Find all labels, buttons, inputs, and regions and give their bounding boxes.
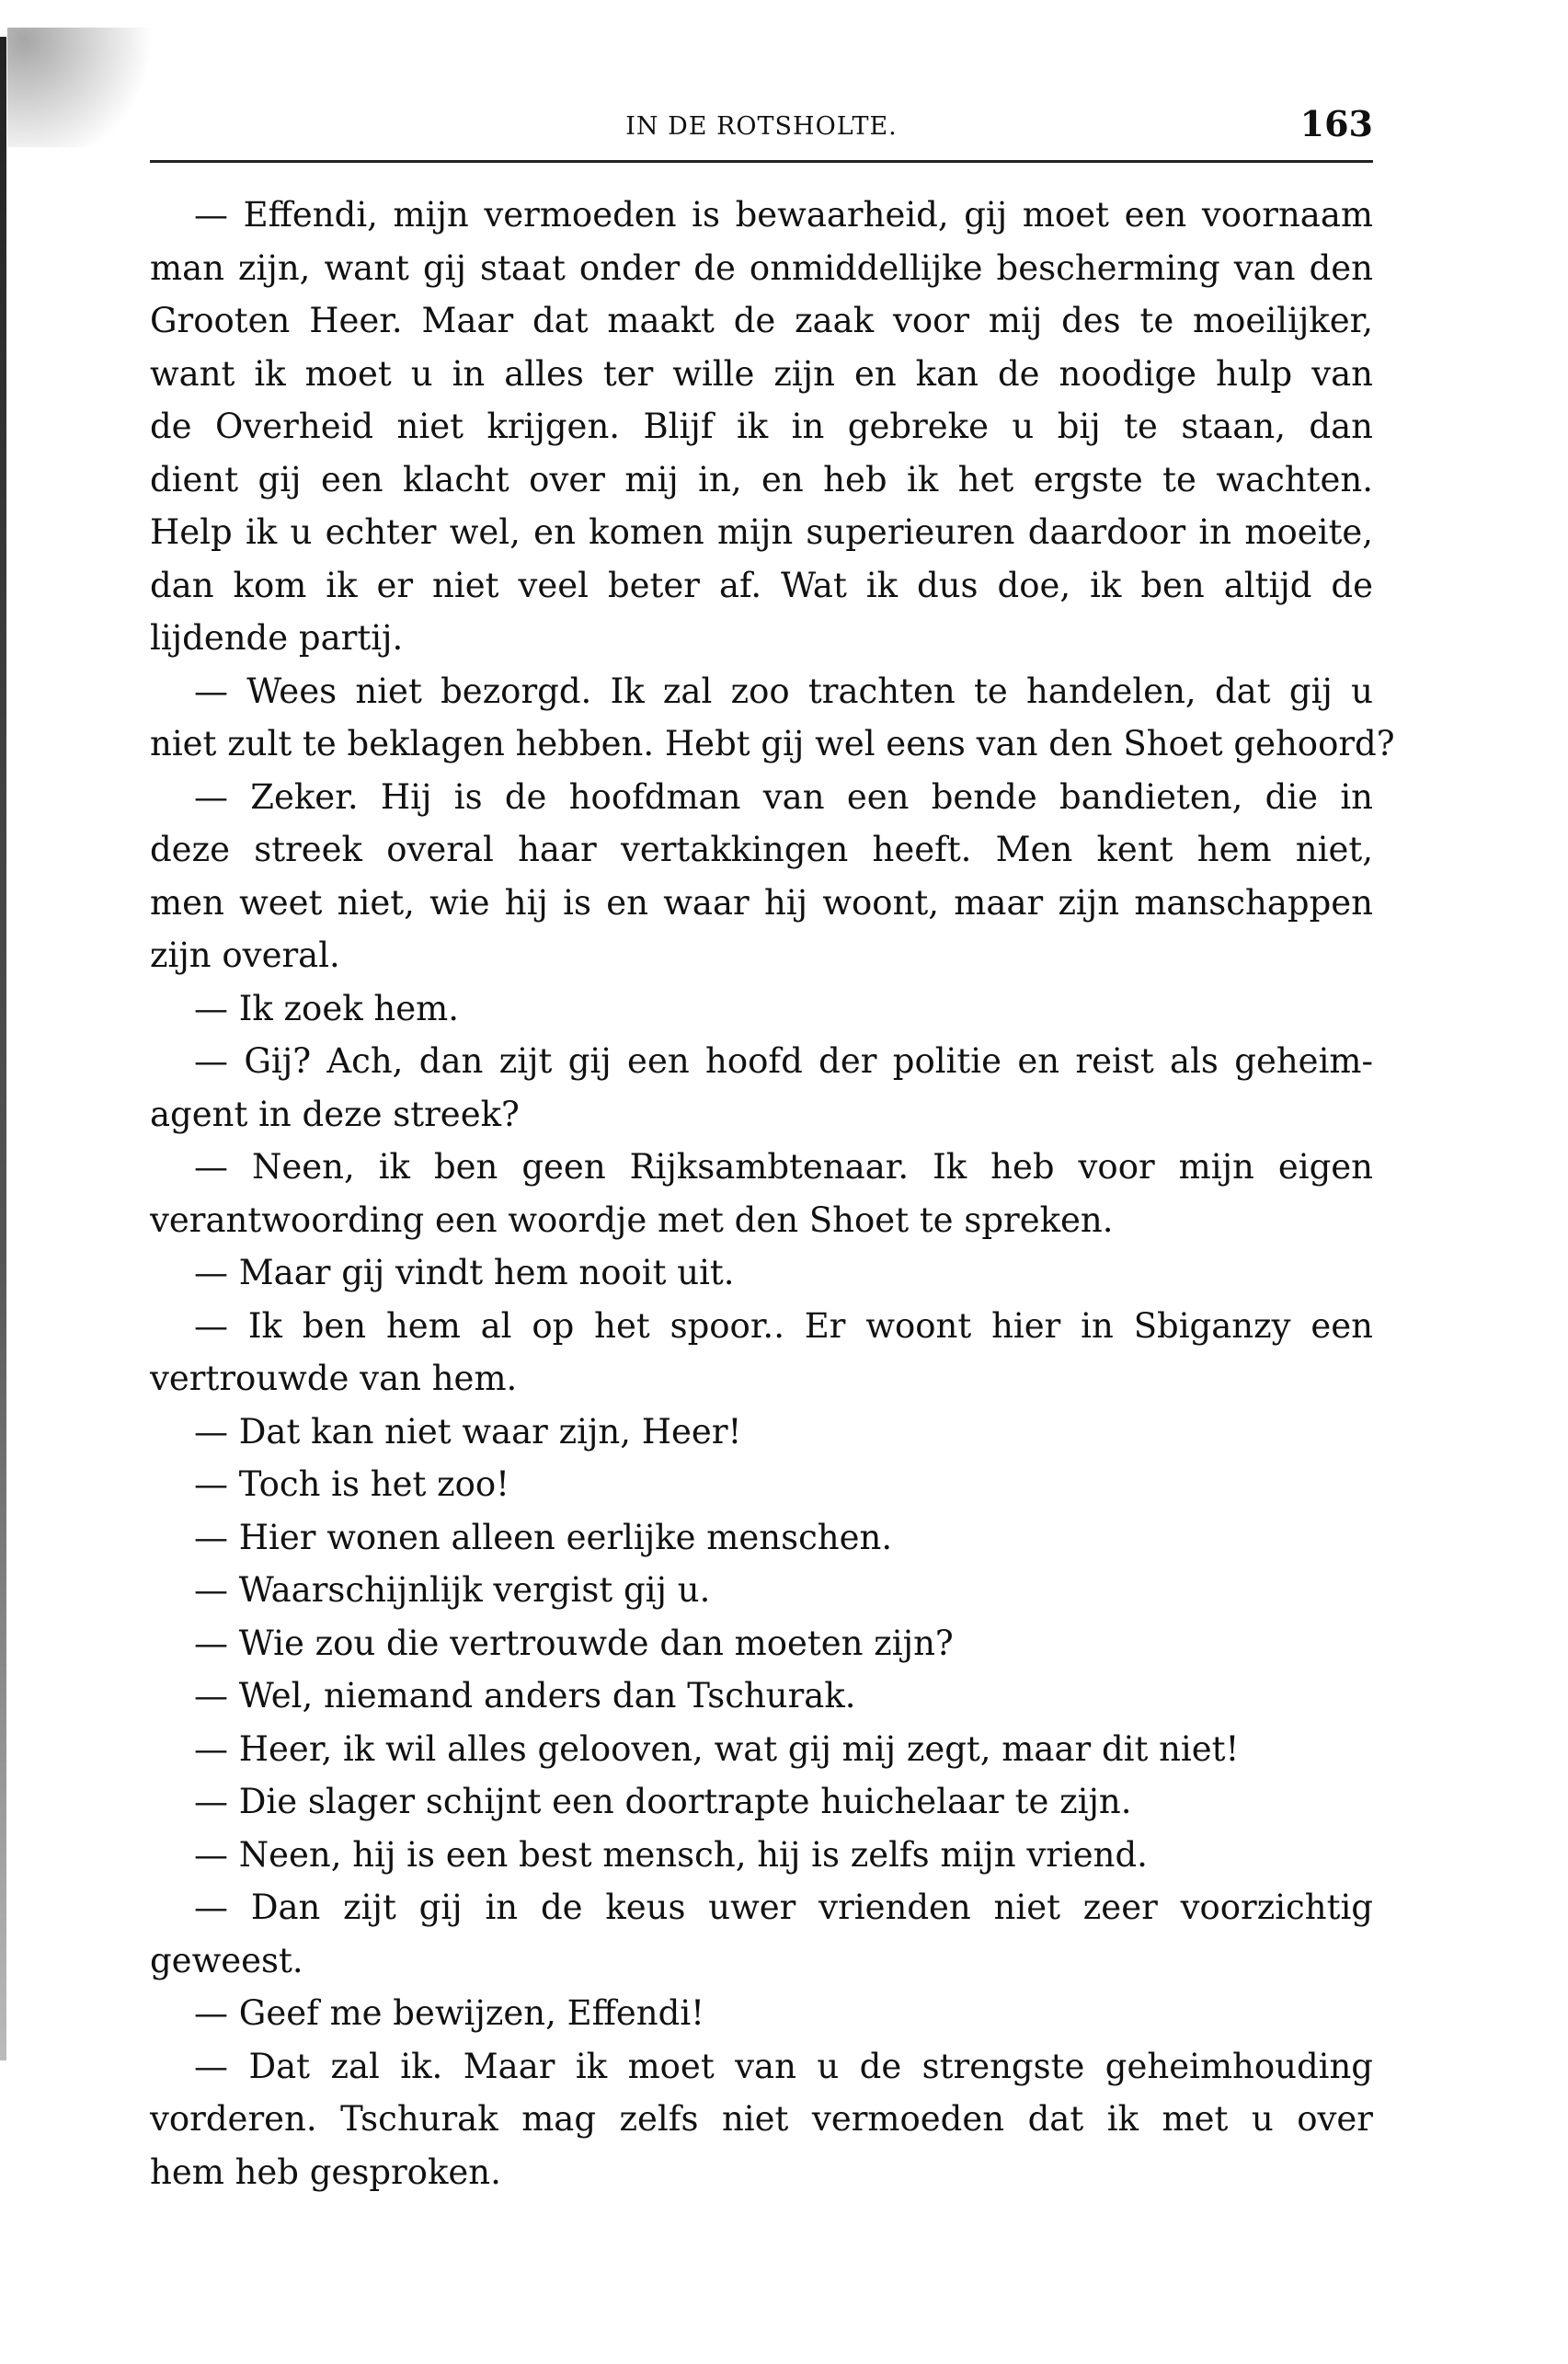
paragraph [150,982,1373,1036]
paragraph [150,1406,1373,1459]
scan-speckle [7,28,173,147]
paragraph [150,2040,1373,2199]
text-line: dan kom ik er niet veel beter af. Wat ik dus doe, ik ben altijd de [150,565,1373,605]
text-line: — Effendi, mijn vermoeden is bewaarheid, gij moet een voornaam [194,195,1373,235]
paragraph [150,1617,1373,1670]
page-binding-edge [0,37,6,2060]
text-line: — Neen, hij is een best mensch, hij is zelfs mijn vriend. [194,1834,1148,1875]
text-line: — Die slager schijnt een doortrapte huichelaar te zijn. [194,1782,1132,1821]
text-line: want ik moet u in alles ter wille zijn en kan de noodige hulp van [150,353,1373,394]
text-line: vertrouwde van hem. [150,1359,518,1398]
text-line: — Dan zijt gij in de keus uwer vrienden niet zeer voorzichtig [194,1888,1373,1927]
header-rule [150,160,1373,163]
paragraph [150,1723,1373,1776]
text-line: deze streek overal haar vertakkingen heeft. Men kent hem niet, [150,830,1373,869]
text-line: — Heer, ik wil alles gelooven, wat gij mij zegt, maar dit niet! [194,1728,1240,1769]
text-line: Help ik u echter wel, en komen mijn superieuren daardoor in moeite, [150,512,1373,552]
text-line: — Ik zoek hem. [194,988,459,1028]
text-line: — Waarschijnlijk vergist gij u. [194,1570,711,1610]
text-line: zijn overal. [150,935,340,975]
text-line: — Wees niet bezorgd. Ik zal zoo trachten te handelen, dat gij u [194,671,1373,711]
text-line: — Geef me bewijzen, Effendi! [194,1993,705,2033]
paragraph [150,1035,1373,1141]
paragraph [150,1300,1373,1406]
paragraph [150,665,1395,771]
paragraph [150,1141,1373,1246]
text-line: — Zeker. Hij is de hoofdman van een bende bandieten, die in [194,776,1373,817]
paragraph [150,1511,1373,1565]
text-line: — Ik ben hem al op het spoor.. Er woont hier in Sbiganzy een [194,1305,1373,1346]
text-line: niet zult te beklagen hebben. Hebt gij wel eens van den Shoet gehoord? [150,724,1395,763]
paragraph [150,189,1373,665]
text-line: dient gij een klacht over mij in, en heb ik het ergste te wachten. [150,459,1373,499]
text-line: — Dat zal ik. Maar ik moet van u de strengste geheimhouding [194,2046,1373,2086]
paragraph [150,1670,1373,1723]
text-line: man zijn, want gij staat onder de onmiddellijke bescherming van den [150,247,1373,288]
paragraph [150,771,1373,982]
paragraph [150,1775,1373,1829]
text-line: de Overheid niet krijgen. Blijf ik in gebreke u bij te staan, dan [150,407,1373,446]
text-line: — Toch is het zoo! [194,1464,510,1504]
text-line: — Hier wonen alleen eerlijke menschen. [194,1517,893,1557]
text-line: — Wel, niemand anders dan Tschurak. [194,1676,856,1716]
running-title: IN DE ROTSHOLTE. [625,112,898,141]
paragraph [150,1458,1373,1511]
paragraph [150,1987,1373,2040]
paragraph [150,1246,1373,1300]
paragraph [150,1881,1373,1987]
text-line: lijdende partij. [150,618,404,658]
text-line: — Maar gij vindt hem nooit uit. [194,1253,735,1292]
text-line: — Neen, ik ben geen Rijksambtenaar. Ik heb voor mijn eigen [194,1147,1373,1187]
page-header [150,103,1373,149]
text-line: agent in deze streek? [150,1094,520,1134]
text-line: verantwoording een woordje met den Shoet te spreken. [150,1199,1114,1240]
text-line: men weet niet, wie hij is en waar hij woont, maar zijn manschappen [150,882,1373,923]
text-line: — Wie zou die vertrouwde dan moeten zijn? [194,1623,954,1663]
page-number: 163 [1299,103,1373,144]
text-line: — Dat kan niet waar zijn, Heer! [194,1411,742,1452]
text-line: geweest. [150,1940,303,1980]
paragraph [150,1829,1373,1882]
text-line: Grooten Heer. Maar dat maakt de zaak voor mij des te moeilijker, [150,301,1373,340]
text-line: — Gij? Ach, dan zijt gij een hoofd der politie en reist als geheim- [194,1041,1373,1081]
text-line: hem heb gesproken. [150,2152,501,2192]
page-body [150,189,1395,2198]
paragraph [150,1564,1373,1617]
text-line: vorderen. Tschurak mag zelfs niet vermoeden dat ik met u over [150,2099,1373,2139]
